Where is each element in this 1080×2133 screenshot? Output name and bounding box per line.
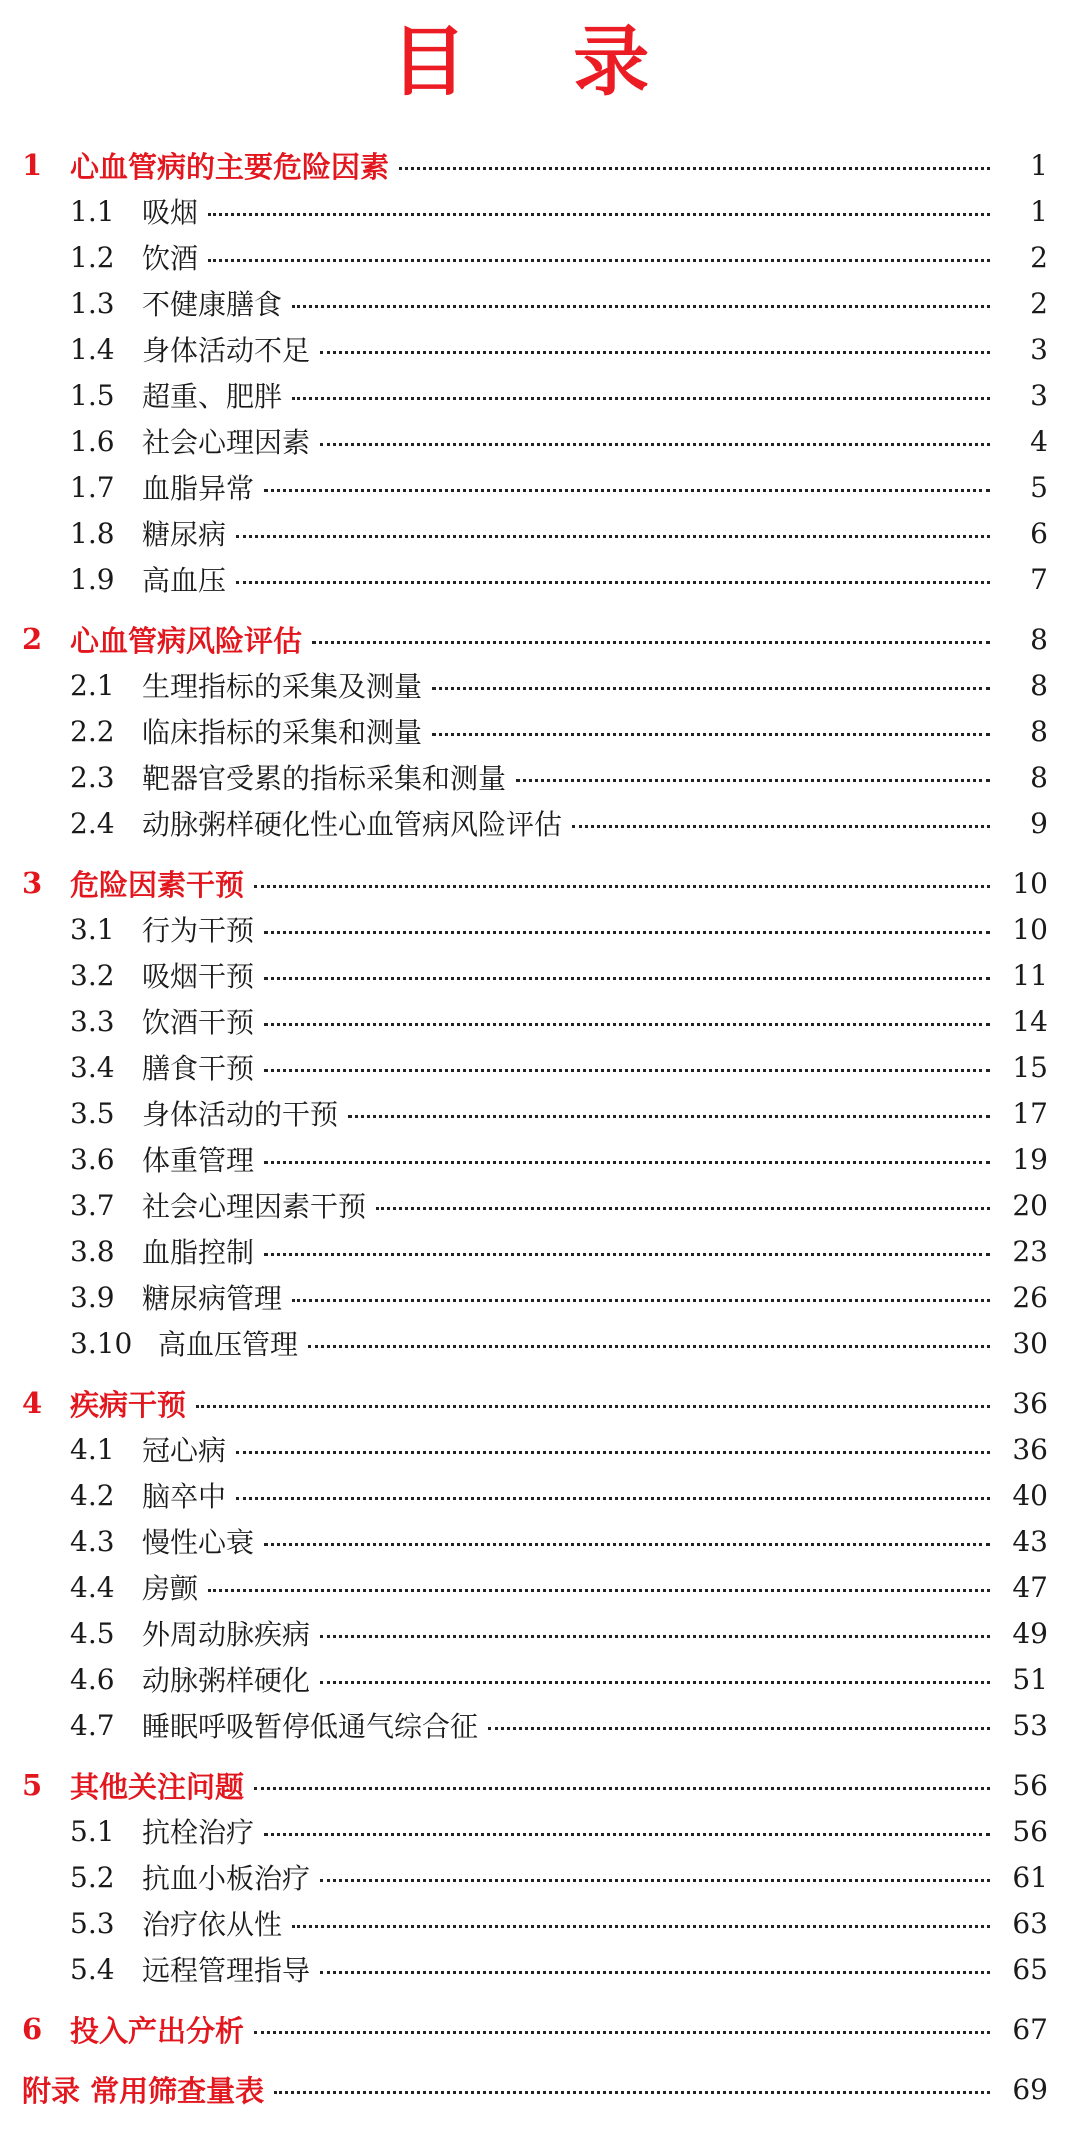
page-number: 20 — [1012, 1188, 1048, 1222]
dot-leader — [264, 1253, 990, 1256]
page-number: 10 — [1012, 912, 1048, 946]
section-title: 高血压 — [142, 564, 227, 597]
section-entry[interactable] — [0, 1274, 1080, 1320]
section-entry[interactable] — [0, 234, 1080, 280]
section-number: 3.1 — [70, 912, 115, 946]
chapter-entry[interactable] — [0, 2006, 1080, 2052]
section-title: 饮酒干预 — [142, 1006, 255, 1039]
section-entry[interactable] — [0, 1656, 1080, 1702]
section-number: 1.3 — [70, 286, 115, 320]
section-title: 社会心理因素 — [142, 426, 311, 459]
page-number: 14 — [1012, 1004, 1048, 1038]
chapter-number: 5 — [22, 1768, 43, 1802]
section-entry[interactable] — [0, 800, 1080, 846]
page-number: 6 — [1030, 516, 1048, 550]
dot-leader — [320, 1971, 990, 1974]
section-entry[interactable] — [0, 1320, 1080, 1366]
section-number: 1.8 — [70, 516, 115, 550]
dot-leader — [572, 825, 990, 828]
section-entry[interactable] — [0, 280, 1080, 326]
section-number: 2.2 — [70, 714, 115, 748]
section-title: 吸烟干预 — [142, 960, 255, 993]
section-title: 糖尿病管理 — [142, 1282, 283, 1315]
dot-leader — [292, 397, 990, 400]
page-number: 15 — [1012, 1050, 1048, 1084]
page-number: 19 — [1012, 1142, 1048, 1176]
section-number: 4.4 — [70, 1570, 115, 1604]
dot-leader — [208, 259, 990, 262]
section-title: 饮酒 — [142, 242, 199, 275]
chapter-number: 6 — [22, 2012, 43, 2046]
section-entry[interactable] — [0, 1426, 1080, 1472]
section-entry[interactable] — [0, 1946, 1080, 1992]
section-number: 3.5 — [70, 1096, 115, 1130]
page-number: 2 — [1030, 286, 1048, 320]
section-number: 1.4 — [70, 332, 115, 366]
section-title: 行为干预 — [142, 914, 255, 947]
dot-leader — [348, 1115, 990, 1118]
section-title: 睡眠呼吸暂停低通气综合征 — [142, 1710, 479, 1743]
section-title: 生理指标的采集及测量 — [142, 670, 423, 703]
section-entry[interactable] — [0, 556, 1080, 602]
section-title: 膳食干预 — [142, 1052, 255, 1085]
page-number: 67 — [1012, 2012, 1048, 2046]
section-number: 3.7 — [70, 1188, 115, 1222]
dot-leader — [399, 167, 990, 170]
page-number: 56 — [1012, 1768, 1048, 1802]
section-title: 治疗依从性 — [142, 1908, 283, 1941]
section-number: 1.6 — [70, 424, 115, 458]
dot-leader — [196, 1405, 990, 1408]
dot-leader — [432, 687, 990, 690]
chapter-number: 3 — [22, 866, 43, 900]
section-title: 房颤 — [142, 1572, 199, 1605]
section-number: 1.5 — [70, 378, 115, 412]
section-title: 动脉粥样硬化 — [142, 1664, 311, 1697]
page-number: 9 — [1030, 806, 1048, 840]
dot-leader — [292, 1299, 990, 1302]
section-title: 不健康膳食 — [142, 288, 283, 321]
section-number: 5.2 — [70, 1860, 115, 1894]
chapter-entry[interactable] — [0, 616, 1080, 662]
section-title: 脑卒中 — [142, 1480, 227, 1513]
section-title: 高血压管理 — [158, 1328, 299, 1361]
chapter-title: 危险因素干预 — [70, 867, 245, 902]
section-number: 4.5 — [70, 1616, 115, 1650]
page-number: 69 — [1012, 2072, 1048, 2106]
dot-leader — [432, 733, 990, 736]
section-entry[interactable] — [0, 1564, 1080, 1610]
section-title: 外周动脉疾病 — [142, 1618, 311, 1651]
chapter-number: 1 — [22, 148, 43, 182]
section-title: 身体活动不足 — [142, 334, 311, 367]
section-entry[interactable] — [0, 1044, 1080, 1090]
dot-leader — [236, 581, 990, 584]
section-number: 1.2 — [70, 240, 115, 274]
page-number: 49 — [1012, 1616, 1048, 1650]
section-entry[interactable] — [0, 1900, 1080, 1946]
section-title: 抗栓治疗 — [142, 1816, 255, 1849]
chapter-title: 投入产出分析 — [70, 2013, 245, 2048]
section-number: 4.3 — [70, 1524, 115, 1558]
section-title: 远程管理指导 — [142, 1954, 311, 1987]
page-number: 56 — [1012, 1814, 1048, 1848]
page-number: 53 — [1012, 1708, 1048, 1742]
page-number: 17 — [1012, 1096, 1048, 1130]
dot-leader — [236, 1497, 990, 1500]
section-number: 3.10 — [70, 1326, 133, 1360]
dot-leader — [320, 443, 990, 446]
chapter-entry[interactable] — [0, 142, 1080, 188]
page-number: 8 — [1030, 622, 1048, 656]
section-title: 社会心理因素干预 — [142, 1190, 367, 1223]
page-number: 3 — [1030, 332, 1048, 366]
dot-leader — [376, 1207, 990, 1210]
section-number: 2.3 — [70, 760, 115, 794]
section-title: 抗血小板治疗 — [142, 1862, 311, 1895]
section-entry[interactable] — [0, 906, 1080, 952]
page-number: 3 — [1030, 378, 1048, 412]
section-number: 4.1 — [70, 1432, 115, 1466]
dot-leader — [264, 1543, 990, 1546]
page-number: 61 — [1012, 1860, 1048, 1894]
page-number: 11 — [1012, 958, 1048, 992]
chapter-title: 其他关注问题 — [70, 1769, 245, 1804]
dot-leader — [264, 1161, 990, 1164]
section-number: 3.4 — [70, 1050, 115, 1084]
page-number: 8 — [1030, 714, 1048, 748]
section-number: 3.3 — [70, 1004, 115, 1038]
page-number: 10 — [1012, 866, 1048, 900]
section-entry[interactable] — [0, 1854, 1080, 1900]
dot-leader — [274, 2091, 990, 2094]
section-title: 慢性心衰 — [142, 1526, 255, 1559]
page-number: 43 — [1012, 1524, 1048, 1558]
appendix-entry[interactable] — [0, 2066, 1080, 2112]
dot-leader — [320, 1681, 990, 1684]
section-number: 3.9 — [70, 1280, 115, 1314]
page-number: 5 — [1030, 470, 1048, 504]
section-entry[interactable] — [0, 1090, 1080, 1136]
section-number: 4.7 — [70, 1708, 115, 1742]
dot-leader — [254, 1787, 990, 1790]
chapter-entry[interactable] — [0, 1762, 1080, 1808]
dot-leader — [320, 351, 990, 354]
section-number: 5.3 — [70, 1906, 115, 1940]
chapter-number: 4 — [22, 1386, 43, 1420]
section-entry[interactable] — [0, 326, 1080, 372]
section-entry[interactable] — [0, 372, 1080, 418]
dot-leader — [264, 977, 990, 980]
section-entry[interactable] — [0, 1808, 1080, 1854]
dot-leader — [264, 1069, 990, 1072]
section-number: 4.2 — [70, 1478, 115, 1512]
page-number: 1 — [1030, 148, 1048, 182]
section-number: 2.1 — [70, 668, 115, 702]
dot-leader — [264, 931, 990, 934]
page-number: 8 — [1030, 668, 1048, 702]
chapter-number: 2 — [22, 622, 43, 656]
section-number: 3.8 — [70, 1234, 115, 1268]
chapter-title: 心血管病的主要危险因素 — [70, 149, 390, 184]
page-number: 65 — [1012, 1952, 1048, 1986]
page-number: 47 — [1012, 1570, 1048, 1604]
page-number: 36 — [1012, 1386, 1048, 1420]
dot-leader — [320, 1879, 990, 1882]
section-title: 冠心病 — [142, 1434, 227, 1467]
section-number: 4.6 — [70, 1662, 115, 1696]
section-title: 血脂异常 — [142, 472, 255, 505]
dot-leader — [208, 1589, 990, 1592]
dot-leader — [320, 1635, 990, 1638]
page-number: 63 — [1012, 1906, 1048, 1940]
section-title: 临床指标的采集和测量 — [142, 716, 423, 749]
page-number: 4 — [1030, 424, 1048, 458]
page-number: 2 — [1030, 240, 1048, 274]
section-entry[interactable] — [0, 998, 1080, 1044]
chapter-entry[interactable] — [0, 860, 1080, 906]
dot-leader — [264, 1023, 990, 1026]
page-number: 51 — [1012, 1662, 1048, 1696]
dot-leader — [254, 2031, 990, 2034]
section-title: 动脉粥样硬化性心血管病风险评估 — [142, 808, 563, 841]
section-title: 超重、肥胖 — [142, 380, 283, 413]
section-entry[interactable] — [0, 1136, 1080, 1182]
section-title: 吸烟 — [142, 196, 199, 229]
dot-leader — [264, 489, 990, 492]
section-number: 1.1 — [70, 194, 115, 228]
section-entry[interactable] — [0, 510, 1080, 556]
section-entry[interactable] — [0, 754, 1080, 800]
dot-leader — [292, 1925, 990, 1928]
section-entry[interactable] — [0, 1610, 1080, 1656]
section-number: 2.4 — [70, 806, 115, 840]
page-title: 目 录 — [390, 17, 690, 106]
dot-leader — [516, 779, 990, 782]
page-number: 36 — [1012, 1432, 1048, 1466]
dot-leader — [236, 1451, 990, 1454]
section-title: 靶器官受累的指标采集和测量 — [142, 762, 507, 795]
dot-leader — [308, 1345, 990, 1348]
dot-leader — [264, 1833, 990, 1836]
dot-leader — [292, 305, 990, 308]
dot-leader — [236, 535, 990, 538]
page-number: 23 — [1012, 1234, 1048, 1268]
section-title: 糖尿病 — [142, 518, 227, 551]
section-entry[interactable] — [0, 418, 1080, 464]
dot-leader — [312, 641, 990, 644]
section-entry[interactable] — [0, 662, 1080, 708]
section-number: 3.2 — [70, 958, 115, 992]
dot-leader — [208, 213, 990, 216]
section-entry[interactable] — [0, 1518, 1080, 1564]
page-number: 7 — [1030, 562, 1048, 596]
section-title: 体重管理 — [142, 1144, 255, 1177]
section-title: 身体活动的干预 — [142, 1098, 339, 1131]
section-entry[interactable] — [0, 1182, 1080, 1228]
table-of-contents — [0, 142, 1080, 2112]
section-entry[interactable] — [0, 952, 1080, 998]
chapter-title: 疾病干预 — [70, 1387, 187, 1422]
section-number: 5.1 — [70, 1814, 115, 1848]
appendix-title: 附录 常用筛查量表 — [22, 2073, 265, 2108]
section-entry[interactable] — [0, 464, 1080, 510]
section-number: 5.4 — [70, 1952, 115, 1986]
page-number: 1 — [1030, 194, 1048, 228]
page-number: 26 — [1012, 1280, 1048, 1314]
section-title: 血脂控制 — [142, 1236, 255, 1269]
section-number: 1.7 — [70, 470, 115, 504]
section-entry[interactable] — [0, 708, 1080, 754]
section-entry[interactable] — [0, 188, 1080, 234]
chapter-entry[interactable] — [0, 1380, 1080, 1426]
chapter-title: 心血管病风险评估 — [70, 623, 303, 658]
section-entry[interactable] — [0, 1472, 1080, 1518]
dot-leader — [488, 1727, 990, 1730]
page-number: 8 — [1030, 760, 1048, 794]
dot-leader — [254, 885, 990, 888]
section-entry[interactable] — [0, 1702, 1080, 1748]
section-number: 1.9 — [70, 562, 115, 596]
section-number: 3.6 — [70, 1142, 115, 1176]
page-number: 40 — [1012, 1478, 1048, 1512]
page-number: 30 — [1012, 1326, 1048, 1360]
section-entry[interactable] — [0, 1228, 1080, 1274]
